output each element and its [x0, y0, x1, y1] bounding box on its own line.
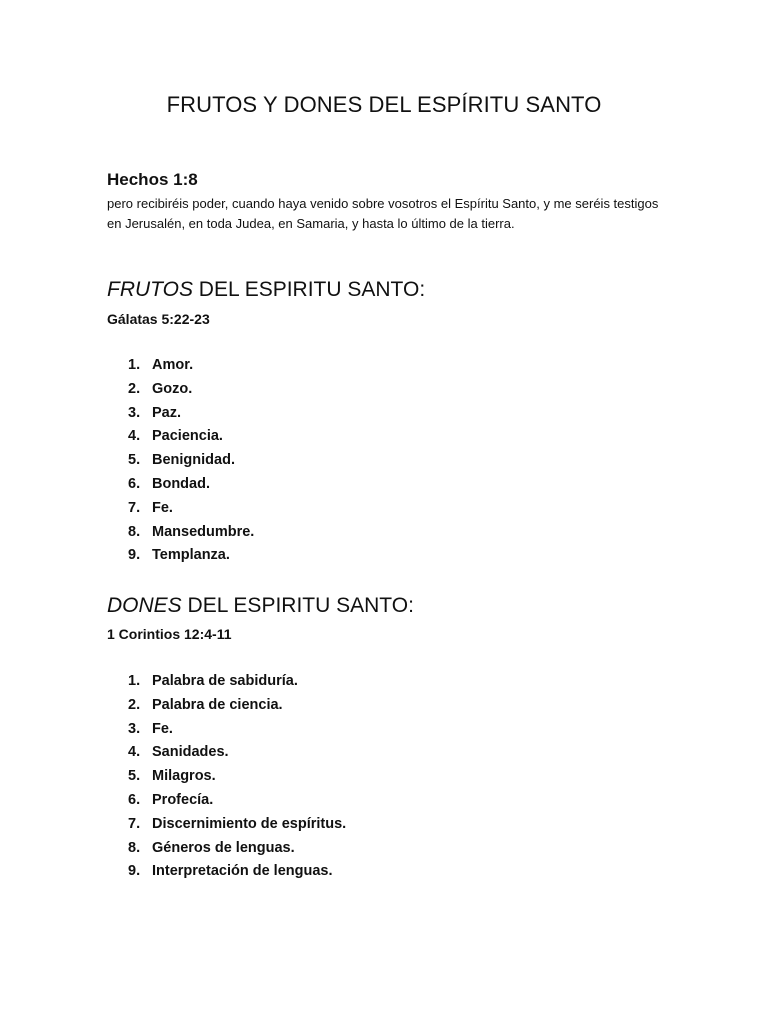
list-item	[128, 860, 346, 884]
dones-heading-emphasis: DONES	[107, 594, 182, 617]
list-item	[128, 354, 254, 378]
list-item	[128, 670, 346, 694]
frutos-reference: Gálatas 5:22-23	[107, 311, 210, 327]
list-item	[128, 741, 346, 765]
list-item-number: 8.	[128, 523, 141, 540]
list-item-text: Profecía.	[152, 791, 214, 808]
list-item	[128, 718, 346, 742]
frutos-heading	[107, 278, 667, 302]
list-item-text: Paciencia.	[152, 428, 223, 445]
list-item	[128, 544, 254, 568]
dones-heading-rest: DEL ESPIRITU SANTO:	[181, 594, 414, 617]
list-item-number: 1.	[128, 673, 141, 689]
list-item-number: 9.	[128, 547, 141, 564]
list-item	[128, 425, 254, 449]
list-item-text: Paz.	[152, 404, 182, 421]
list-item-text: Palabra de sabiduría.	[152, 673, 298, 689]
list-item-text: Interpretación de lenguas.	[152, 863, 333, 880]
list-item-text: Bondad.	[152, 475, 210, 492]
frutos-heading-emphasis: FRUTOS	[107, 278, 193, 301]
list-item-text: Mansedumbre.	[152, 523, 255, 540]
list-item-number: 6.	[128, 475, 141, 492]
dones-list	[128, 670, 346, 884]
list-item	[128, 497, 254, 521]
list-item-number: 3.	[128, 720, 141, 737]
list-item	[128, 765, 346, 789]
frutos-list	[128, 354, 254, 568]
list-item	[128, 473, 254, 497]
list-item-text: Sanidades.	[152, 744, 229, 761]
list-item-text: Fe.	[152, 720, 173, 737]
list-item-text: Amor.	[152, 357, 194, 373]
list-item-text: Milagros.	[152, 768, 216, 785]
list-item-number: 7.	[128, 815, 141, 832]
list-item-number: 7.	[128, 499, 141, 516]
list-item	[128, 378, 254, 402]
list-item-text: Benignidad.	[152, 452, 235, 469]
dones-heading	[107, 594, 667, 618]
list-item-number: 9.	[128, 863, 141, 880]
list-item-number: 2.	[128, 380, 141, 397]
list-item-number: 4.	[128, 744, 141, 761]
list-item-text: Fe.	[152, 499, 173, 516]
list-item-text: Gozo.	[152, 380, 193, 397]
hechos-verse-text: pero recibiréis poder, cuando haya venido sobre vosotros el Espíritu Santo, y me seréis testigos en Jerusalén, en toda Judea, en Samaria, y hasta lo último de la tierra.	[107, 196, 659, 231]
page-title: FRUTOS Y DONES DEL ESPÍRITU SANTO	[166, 92, 602, 117]
dones-reference: 1 Corintios 12:4-11	[107, 626, 232, 642]
list-item-number: 4.	[128, 428, 141, 445]
list-item-number: 2.	[128, 696, 141, 713]
list-item-number: 1.	[128, 357, 141, 373]
list-item	[128, 694, 346, 718]
list-item-number: 5.	[128, 452, 141, 469]
list-item-text: Discernimiento de espíritus.	[152, 815, 347, 832]
list-item-number: 3.	[128, 404, 141, 421]
list-item	[128, 837, 346, 861]
hechos-heading: Hechos 1:8	[107, 170, 198, 189]
list-item-text: Géneros de lenguas.	[152, 839, 295, 856]
list-item	[128, 449, 254, 473]
list-item-number: 5.	[128, 768, 141, 785]
list-item	[128, 521, 254, 545]
list-item	[128, 402, 254, 426]
frutos-heading-rest: DEL ESPIRITU SANTO:	[192, 278, 426, 301]
list-item-text: Palabra de ciencia.	[152, 696, 283, 713]
list-item-number: 6.	[128, 791, 141, 808]
list-item-number: 8.	[128, 839, 141, 856]
list-item-text: Templanza.	[152, 547, 230, 564]
list-item	[128, 813, 346, 837]
list-item	[128, 789, 346, 813]
